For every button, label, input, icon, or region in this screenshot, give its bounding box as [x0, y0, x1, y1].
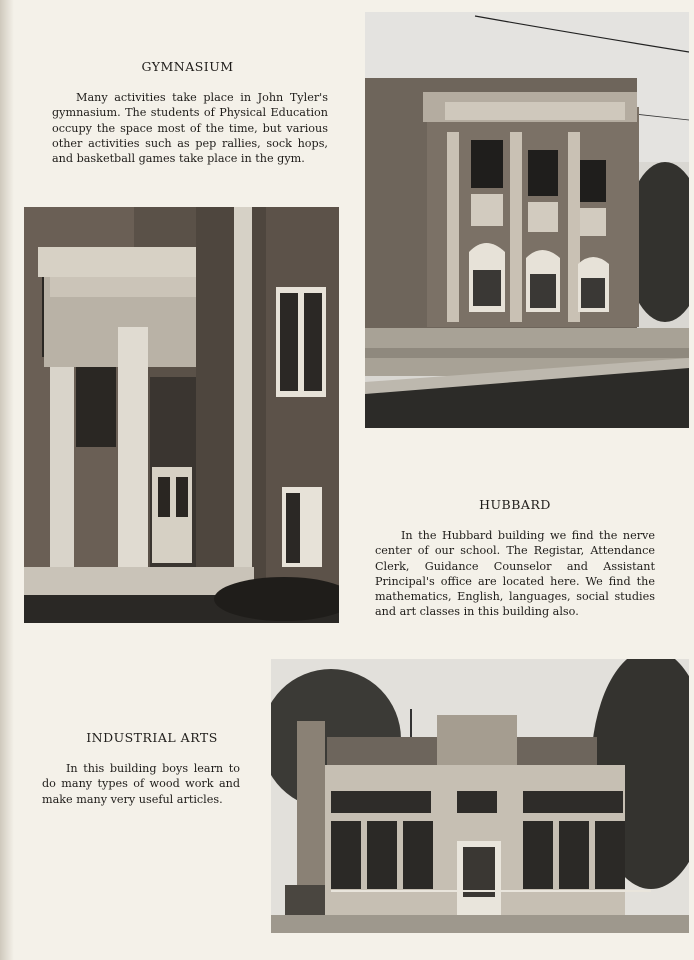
hubbard-building-photo	[365, 12, 689, 428]
page-binding-shadow	[0, 0, 14, 960]
hubbard-paragraph: In the Hubbard building we find the nerve center of our school. The Registar, Attendance Clerk, Guidance Counselor and Assistant Principal's office are located here. We find the mathematics, English, languages, social studies and art classes in this building also.	[375, 529, 655, 619]
hubbard-heading: HUBBARD	[479, 497, 551, 512]
industrial-arts-heading: INDUSTRIAL ARTS	[86, 730, 218, 745]
industrial-arts-paragraph: In this building boys learn to do many types of wood work and make many very useful articles.	[42, 762, 240, 806]
gymnasium-paragraph: Many activities take place in John Tyler's gymnasium. The students of Physical Education occupy the space most of the time, but various other activities such as pep rallies, sock hops, and basketball games take place in the gym.	[52, 91, 328, 166]
gymnasium-photo	[24, 207, 339, 623]
industrial-arts-building-photo	[271, 659, 689, 933]
gymnasium-heading: GYMNASIUM	[141, 59, 234, 74]
